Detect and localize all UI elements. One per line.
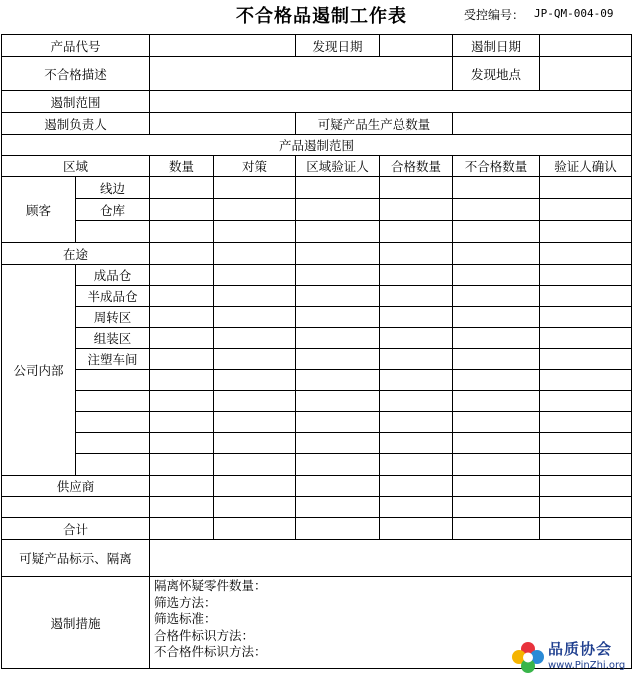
- measure-screen-method: 筛选方法：: [154, 594, 217, 610]
- table-row: [2, 265, 632, 286]
- cell-input[interactable]: [214, 307, 296, 328]
- measure-nc-marking: 不合格件标识方法：: [154, 644, 267, 659]
- table-row: [2, 454, 632, 476]
- col-header-ok-qty: 合格数量: [380, 156, 453, 177]
- cell-input[interactable]: [296, 199, 380, 221]
- cell-input[interactable]: [150, 349, 214, 370]
- cell-input[interactable]: [150, 454, 214, 476]
- label-product-code: 产品代号: [2, 35, 150, 57]
- row-total: [2, 518, 632, 540]
- cell-input[interactable]: [453, 391, 540, 412]
- cell-input[interactable]: [214, 286, 296, 307]
- page-title: 不合格品遏制工作表: [236, 6, 407, 27]
- area-semi-warehouse: 半成品仓: [76, 286, 150, 307]
- cell-input[interactable]: [214, 199, 296, 221]
- cell-input[interactable]: [380, 433, 453, 454]
- cell-input[interactable]: [380, 518, 453, 540]
- cell-input[interactable]: [540, 370, 632, 391]
- cell-input[interactable]: [296, 221, 380, 243]
- label-nc-description: 不合格描述: [2, 57, 150, 91]
- cell-input[interactable]: [540, 286, 632, 307]
- cell-input[interactable]: [150, 497, 214, 518]
- cell-input[interactable]: [453, 328, 540, 349]
- row-description: [2, 57, 632, 91]
- cell-input[interactable]: [453, 476, 540, 497]
- cell-input[interactable]: [380, 391, 453, 412]
- cell-input[interactable]: [453, 454, 540, 476]
- field-found-date[interactable]: [380, 35, 453, 57]
- cell-input[interactable]: [540, 454, 632, 476]
- cell-input[interactable]: [150, 286, 214, 307]
- cell-input[interactable]: [453, 221, 540, 243]
- table-row: [2, 177, 632, 199]
- cell-input[interactable]: [150, 265, 214, 286]
- cell-input[interactable]: [453, 243, 540, 265]
- area-customer-line: 线边: [76, 177, 150, 199]
- cell-input[interactable]: [214, 243, 296, 265]
- cell-input[interactable]: [380, 307, 453, 328]
- cell-input[interactable]: [540, 177, 632, 199]
- cell-input[interactable]: [150, 243, 214, 265]
- cell-input[interactable]: [214, 370, 296, 391]
- watermark-logo: [508, 638, 632, 678]
- field-suspect-marking[interactable]: [150, 540, 632, 577]
- cell-input[interactable]: [296, 370, 380, 391]
- cell-input[interactable]: [214, 177, 296, 199]
- field-suspect-total[interactable]: [453, 113, 632, 135]
- cell-input[interactable]: [76, 221, 150, 243]
- cell-input[interactable]: [296, 454, 380, 476]
- label-contain-date: 遏制日期: [453, 35, 540, 57]
- containment-form: [1, 34, 632, 669]
- cell-input[interactable]: [380, 454, 453, 476]
- measure-ok-marking: 合格件标识方法：: [154, 627, 255, 643]
- table-row: [2, 476, 632, 497]
- cell-input[interactable]: [214, 454, 296, 476]
- cell-input[interactable]: [380, 177, 453, 199]
- cell-input[interactable]: [453, 349, 540, 370]
- table-row: [2, 497, 632, 518]
- cell-input[interactable]: [214, 518, 296, 540]
- table-row: [2, 199, 632, 221]
- cell-input[interactable]: [453, 307, 540, 328]
- cell-input[interactable]: [296, 307, 380, 328]
- cell-input[interactable]: [76, 412, 150, 433]
- row-owner: [2, 113, 632, 135]
- measure-screen-standard: 筛选标准：: [154, 611, 217, 626]
- cell-input[interactable]: [150, 328, 214, 349]
- cell-input[interactable]: [453, 199, 540, 221]
- table-row: [2, 328, 632, 349]
- cell-input[interactable]: [296, 391, 380, 412]
- cell-input[interactable]: [76, 391, 150, 412]
- cell-input[interactable]: [150, 476, 214, 497]
- cell-input[interactable]: [540, 243, 632, 265]
- col-header-action: 对策: [214, 156, 296, 177]
- row-section-title: [2, 135, 632, 156]
- cell-input[interactable]: [296, 349, 380, 370]
- table-row: [2, 391, 632, 412]
- cell-input[interactable]: [150, 391, 214, 412]
- field-contain-date[interactable]: [540, 35, 632, 57]
- cell-input[interactable]: [380, 476, 453, 497]
- cell-input[interactable]: [540, 265, 632, 286]
- cell-input[interactable]: [214, 476, 296, 497]
- cell-input[interactable]: [380, 221, 453, 243]
- table-row: [2, 286, 632, 307]
- col-header-verifier-confirm: 验证人确认: [540, 156, 632, 177]
- cell-input[interactable]: [540, 307, 632, 328]
- cell-input[interactable]: [214, 412, 296, 433]
- group-supplier: 供应商: [2, 476, 150, 497]
- cell-input[interactable]: [453, 286, 540, 307]
- cell-input[interactable]: [380, 286, 453, 307]
- area-molding: 注塑车间: [76, 349, 150, 370]
- table-row: [2, 349, 632, 370]
- row-column-headers: [2, 156, 632, 177]
- control-number-value: JP-QM-004-09: [534, 7, 614, 20]
- col-header-quantity: 数量: [150, 156, 214, 177]
- area-fg-warehouse: 成品仓: [76, 265, 150, 286]
- row-suspect-marking: [2, 540, 632, 577]
- area-assembly: 组装区: [76, 328, 150, 349]
- cell-input[interactable]: [76, 454, 150, 476]
- cell-input[interactable]: [296, 476, 380, 497]
- label-measures: 遏制措施: [2, 577, 150, 669]
- row-product-info: [2, 35, 632, 57]
- cell-input[interactable]: [214, 265, 296, 286]
- cell-input[interactable]: [296, 243, 380, 265]
- cell-input[interactable]: [296, 518, 380, 540]
- cell-input[interactable]: [540, 518, 632, 540]
- cell-input[interactable]: [296, 265, 380, 286]
- label-suspect-total: 可疑产品生产总数量: [296, 113, 453, 135]
- table-row: [2, 412, 632, 433]
- cell-input[interactable]: [453, 370, 540, 391]
- flower-logo-icon: [508, 638, 548, 678]
- label-found-place: 发现地点: [453, 57, 540, 91]
- cell-input[interactable]: [296, 177, 380, 199]
- table-row: [2, 370, 632, 391]
- label-suspect-marking: 可疑产品标示、隔离: [2, 540, 150, 577]
- cell-input[interactable]: [150, 518, 214, 540]
- cell-input[interactable]: [150, 433, 214, 454]
- col-header-nc-qty: 不合格数量: [453, 156, 540, 177]
- cell-input[interactable]: [296, 412, 380, 433]
- cell-input[interactable]: [150, 412, 214, 433]
- section-title: 产品遏制范围: [2, 135, 632, 156]
- cell-input[interactable]: [540, 328, 632, 349]
- table-row: [2, 307, 632, 328]
- area-turnover: 周转区: [76, 307, 150, 328]
- cell-input[interactable]: [380, 497, 453, 518]
- document-header: [0, 0, 632, 30]
- cell-input[interactable]: [76, 433, 150, 454]
- cell-input[interactable]: [453, 177, 540, 199]
- group-customer: 顾客: [2, 177, 76, 243]
- cell-input[interactable]: [540, 412, 632, 433]
- field-contain-owner[interactable]: [150, 113, 296, 135]
- field-found-place[interactable]: [540, 57, 632, 91]
- table-row: [2, 243, 632, 265]
- col-header-area-verifier: 区域验证人: [296, 156, 380, 177]
- cell-input[interactable]: [296, 497, 380, 518]
- cell-input[interactable]: [296, 286, 380, 307]
- group-internal: 公司内部: [2, 265, 76, 476]
- cell-input[interactable]: [540, 221, 632, 243]
- cell-input[interactable]: [540, 199, 632, 221]
- label-total: 合计: [2, 518, 150, 540]
- cell-input[interactable]: [453, 433, 540, 454]
- cell-input[interactable]: [453, 412, 540, 433]
- cell-input[interactable]: [380, 370, 453, 391]
- cell-input[interactable]: [214, 328, 296, 349]
- cell-input[interactable]: [76, 370, 150, 391]
- field-nc-description[interactable]: [150, 57, 453, 91]
- cell-input[interactable]: [214, 433, 296, 454]
- field-product-code[interactable]: [150, 35, 296, 57]
- cell-input[interactable]: [453, 518, 540, 540]
- cell-input[interactable]: [540, 497, 632, 518]
- cell-input[interactable]: [296, 328, 380, 349]
- logo-brand: 品质协会: [548, 640, 613, 658]
- cell-input[interactable]: [150, 221, 214, 243]
- cell-input[interactable]: [150, 370, 214, 391]
- cell-input[interactable]: [150, 199, 214, 221]
- label-found-date: 发现日期: [296, 35, 380, 57]
- cell-input[interactable]: [214, 497, 296, 518]
- cell-input[interactable]: [214, 349, 296, 370]
- cell-input[interactable]: [214, 221, 296, 243]
- cell-input[interactable]: [380, 265, 453, 286]
- cell-input[interactable]: [380, 349, 453, 370]
- group-in-transit: 在途: [2, 243, 150, 265]
- control-number-label: 受控编号：: [464, 8, 525, 22]
- table-row: [2, 433, 632, 454]
- area-customer-warehouse: 仓库: [76, 199, 150, 221]
- cell-input[interactable]: [453, 497, 540, 518]
- label-contain-owner: 遏制负责人: [2, 113, 150, 135]
- cell-input[interactable]: [296, 433, 380, 454]
- cell-input[interactable]: [540, 476, 632, 497]
- cell-input[interactable]: [540, 391, 632, 412]
- cell-input[interactable]: [150, 177, 214, 199]
- cell-input[interactable]: [150, 307, 214, 328]
- cell-input[interactable]: [380, 328, 453, 349]
- label-contain-scope: 遏制范围: [2, 91, 150, 113]
- cell-input[interactable]: [2, 497, 150, 518]
- cell-input[interactable]: [380, 243, 453, 265]
- measure-isolate-qty: 隔离怀疑零件数量：: [154, 578, 267, 593]
- cell-input[interactable]: [453, 265, 540, 286]
- col-header-area: 区域: [2, 156, 150, 177]
- cell-input[interactable]: [540, 349, 632, 370]
- cell-input[interactable]: [214, 391, 296, 412]
- cell-input[interactable]: [380, 199, 453, 221]
- field-contain-scope[interactable]: [150, 91, 632, 113]
- table-row: [2, 221, 632, 243]
- cell-input[interactable]: [540, 433, 632, 454]
- cell-input[interactable]: [380, 412, 453, 433]
- row-scope: [2, 91, 632, 113]
- logo-url: www.PinZhi.org: [548, 660, 626, 671]
